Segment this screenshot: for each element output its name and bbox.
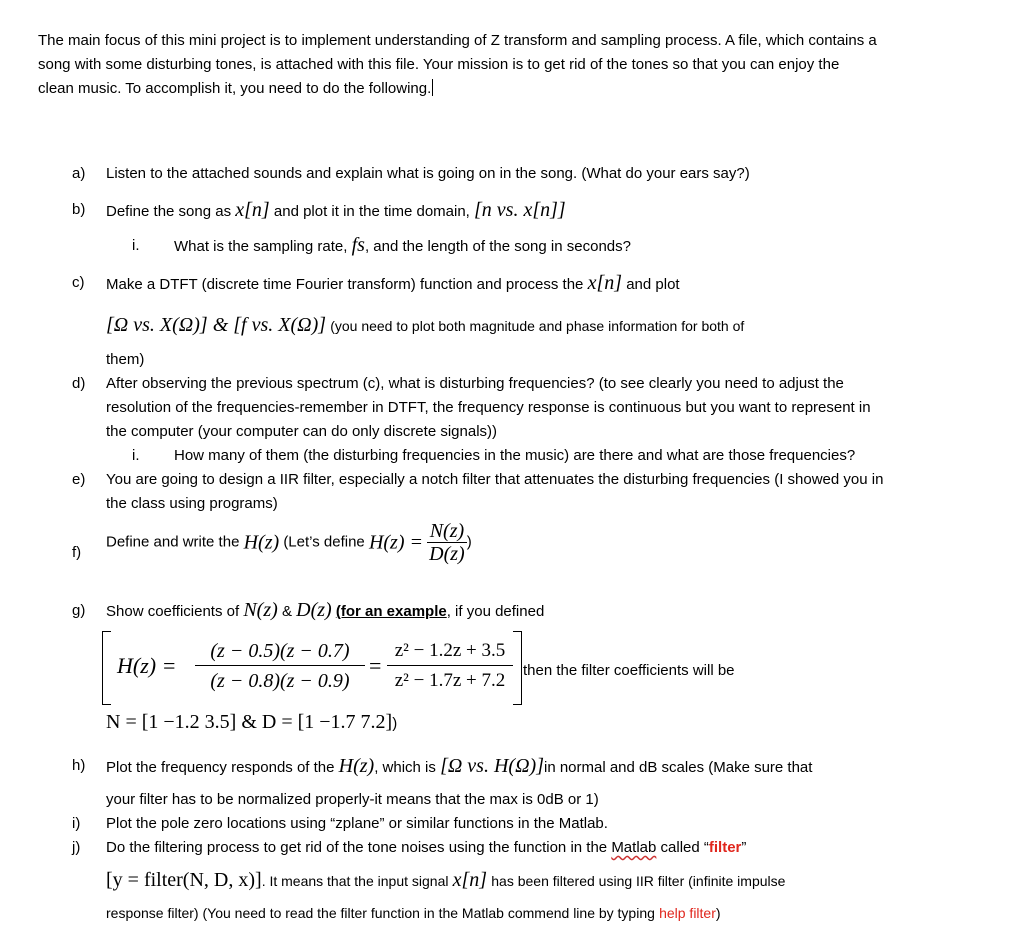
item-d-i-label: i. <box>132 447 140 464</box>
item-i-label: i) <box>72 815 81 832</box>
spectrum-math: [Ω vs. X(Ω)] & [f vs. X(Ω)] <box>106 314 327 336</box>
coefficients-line: N = [1 −1.2 3.5] & D = [1 −1.7 7.2]) <box>106 711 398 733</box>
hz-math: H(z) <box>243 531 280 554</box>
xn-math: x[n] <box>235 199 270 221</box>
item-a-text: Listen to the attached sounds and explain what is going on in the song. (What do your ears say?) <box>106 165 750 182</box>
hz-math: H(z) <box>338 755 375 777</box>
item-b-i-text: What is the sampling rate, fs, and the length of the song in seconds? <box>174 234 631 256</box>
fraction-denominator: D(z) <box>429 543 465 565</box>
item-c-text: Make a DTFT (discrete time Fourier transform) function and process the x[n] and plot <box>106 272 680 294</box>
help-filter-command: help filter <box>659 905 716 921</box>
example-link[interactable]: (for an example <box>335 603 447 620</box>
transfer-fraction <box>427 520 467 565</box>
item-h-text: Plot the frequency responds of the H(z), which is [Ω vs. H(Ω)]in normal and dB scales (Make sure that <box>106 755 813 777</box>
fraction-1-denominator: (z − 0.8)(z − 0.9) <box>210 670 350 692</box>
filter-keyword: filter <box>708 839 742 856</box>
item-d-line-2: resolution of the frequencies-remember in DTFT, the frequency response is continuous but you want to represent in <box>106 399 871 416</box>
item-g-label: g) <box>72 602 86 619</box>
item-f-text: Define and write the H(z) (Let’s define H(z) = $\frac{N(z)}{D(z)}$ ) <box>106 520 472 565</box>
fraction-2-denominator: z² − 1.7z + 7.2 <box>394 670 506 691</box>
fs-math: fs <box>351 234 365 256</box>
item-a-label: a) <box>72 165 86 182</box>
dz-math: D(z) <box>296 599 332 621</box>
item-c-cont: them) <box>106 351 145 368</box>
item-i-text: Plot the pole zero locations using “zplane” or similar functions in the Matlab. <box>106 815 608 832</box>
fraction-1-numerator: (z − 0.5)(z − 0.7) <box>195 637 365 666</box>
matlab-word: Matlab <box>611 839 657 856</box>
item-e-line-1: You are going to design a IIR filter, especially a notch filter that attenuates the disturbing frequencies (I showed you in <box>106 471 884 488</box>
item-g-text: Show coefficients of N(z) & D(z) (for an example, if you defined <box>106 599 545 621</box>
xn-math: x[n] <box>452 869 488 891</box>
coefficients-math: N = [1 −1.2 3.5] & D = [1 −1.7 7.2] <box>106 711 393 733</box>
example-equals: = <box>369 653 382 678</box>
filter-call-math: [y = filter(N, D, x)] <box>106 869 262 891</box>
example-equation-box <box>102 631 522 705</box>
item-j-cont: response filter) (You need to read the filter function in the Matlab commend line by typing help filter) <box>106 905 721 921</box>
item-b-i-label: i. <box>132 237 140 254</box>
item-e-line-2: the class using programs) <box>106 495 278 512</box>
intro-line-3: clean music. To accomplish it, you need to do the following. <box>38 80 432 97</box>
example-fraction-2 <box>387 637 513 696</box>
item-d-label: d) <box>72 375 86 392</box>
hz-def-math: H(z) = <box>368 531 423 554</box>
item-e-label: e) <box>72 471 86 488</box>
freq-response-math: [Ω vs. H(Ω)] <box>440 755 544 777</box>
example-hz: H(z) = <box>117 653 177 678</box>
item-c-math-line: [Ω vs. X(Ω)] & [f vs. X(Ω)] (you need to plot both magnitude and phase information for both of <box>106 314 745 336</box>
example-fraction-1 <box>195 637 365 696</box>
intro-line-2: song with some disturbing tones, is attached with this file. Your mission is to get rid of the tones so that you can enjoy the <box>38 56 840 73</box>
example-then-text: then the filter coefficients will be <box>523 662 735 679</box>
item-f-label: f) <box>72 544 82 561</box>
item-b-text: Define the song as x[n] and plot it in the time domain, [n vs. x[n]] <box>106 199 566 221</box>
item-j-text: Do the filtering process to get rid of the tone noises using the function in the Matlab called “filter” <box>106 839 747 856</box>
item-j-math-line: [y = filter(N, D, x)]. It means that the input signal x[n] has been filtered using IIR filter (infinite impulse <box>106 869 786 891</box>
item-d-line-1: After observing the previous spectrum (c), what is disturbing frequencies? (to see clearly you need to adjust the <box>106 375 844 392</box>
text-cursor <box>432 79 433 96</box>
item-d-i-text: How many of them (the disturbing frequencies in the music) are there and what are those frequencies? <box>174 447 856 464</box>
item-b-label: b) <box>72 201 86 218</box>
intro-line-1: The main focus of this mini project is to implement understanding of Z transform and sampling process. A file, which contains a <box>38 32 877 49</box>
xn-math: x[n] <box>587 272 623 294</box>
nz-math: N(z) <box>243 599 278 621</box>
item-h-label: h) <box>72 757 86 774</box>
time-domain-math: [n vs. x[n]] <box>474 199 566 221</box>
item-d-line-3: the computer (your computer can do only discrete signals)) <box>106 423 498 440</box>
item-c-label: c) <box>72 274 85 291</box>
fraction-2-numerator: z² − 1.2z + 3.5 <box>387 637 513 666</box>
item-j-label: j) <box>72 839 81 856</box>
item-h-cont: your filter has to be normalized properly-it means that the max is 0dB or 1) <box>106 791 599 808</box>
fraction-numerator: N(z) <box>427 520 467 543</box>
